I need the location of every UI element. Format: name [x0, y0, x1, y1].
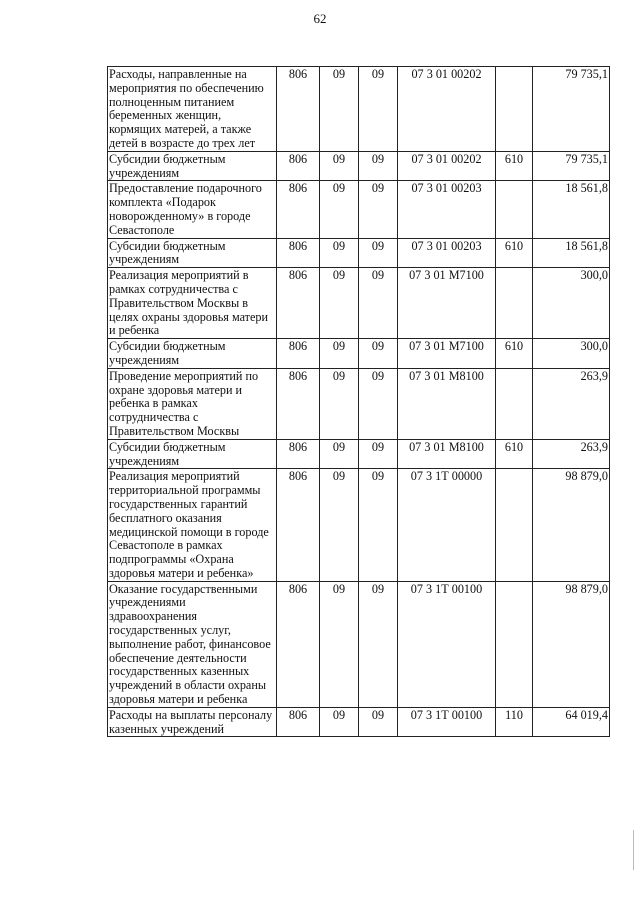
cell-section: 09 — [320, 439, 359, 469]
cell-admin-code: 806 — [277, 469, 320, 581]
cell-target-article: 07 3 01 М8100 — [398, 368, 496, 439]
cell-target-article: 07 3 01 00203 — [398, 238, 496, 268]
table-row — [108, 67, 610, 152]
cell-target-article: 07 3 01 М7100 — [398, 268, 496, 339]
cell-name: Субсидии бюджетным учреждениям — [108, 339, 277, 369]
table-row — [108, 707, 610, 737]
cell-subsection: 09 — [359, 181, 398, 238]
cell-target-article: 07 3 01 00202 — [398, 67, 496, 152]
cell-name: Расходы на выплаты персоналу казенных учреждений — [108, 707, 277, 737]
cell-expense-type: 610 — [496, 339, 533, 369]
cell-name: Оказание государственными учреждениями здравоохранения государственных услуг, выполнение работ, финансовое обеспечение деятельности государственных казенных учреждений в области охраны здоровья матери и ребенка — [108, 581, 277, 707]
cell-admin-code: 806 — [277, 368, 320, 439]
cell-target-article: 07 3 01 М7100 — [398, 339, 496, 369]
scan-edge-mark — [633, 830, 634, 870]
cell-admin-code: 806 — [277, 67, 320, 152]
cell-expense-type — [496, 469, 533, 581]
cell-subsection: 09 — [359, 368, 398, 439]
cell-section: 09 — [320, 707, 359, 737]
table-body — [108, 67, 610, 737]
table-row — [108, 439, 610, 469]
cell-subsection: 09 — [359, 469, 398, 581]
cell-expense-type: 610 — [496, 439, 533, 469]
cell-section: 09 — [320, 469, 359, 581]
cell-amount: 79 735,1 — [533, 67, 610, 152]
cell-name: Реализация мероприятий территориальной программы государственных гарантий бесплатного оказания медицинской помощи в городе Севастополе в рамках подпрограммы «Охрана здоровья матери и ребенка» — [108, 469, 277, 581]
page-number: 62 — [313, 11, 327, 26]
cell-name: Субсидии бюджетным учреждениям — [108, 151, 277, 181]
cell-admin-code: 806 — [277, 268, 320, 339]
cell-amount: 263,9 — [533, 439, 610, 469]
cell-target-article: 07 3 01 00203 — [398, 181, 496, 238]
cell-admin-code: 806 — [277, 151, 320, 181]
cell-expense-type — [496, 67, 533, 152]
table-row — [108, 339, 610, 369]
cell-subsection: 09 — [359, 439, 398, 469]
cell-subsection: 09 — [359, 581, 398, 707]
cell-section: 09 — [320, 181, 359, 238]
cell-section: 09 — [320, 151, 359, 181]
cell-expense-type — [496, 268, 533, 339]
cell-name: Предоставление подарочного комплекта «Подарок новорожденному» в городе Севастополе — [108, 181, 277, 238]
cell-target-article: 07 3 01 М8100 — [398, 439, 496, 469]
cell-expense-type: 110 — [496, 707, 533, 737]
cell-section: 09 — [320, 238, 359, 268]
cell-target-article: 07 3 01 00202 — [398, 151, 496, 181]
cell-target-article: 07 3 1Т 00000 — [398, 469, 496, 581]
cell-admin-code: 806 — [277, 238, 320, 268]
cell-amount: 263,9 — [533, 368, 610, 439]
cell-amount: 300,0 — [533, 268, 610, 339]
cell-amount: 98 879,0 — [533, 469, 610, 581]
cell-name: Субсидии бюджетным учреждениям — [108, 439, 277, 469]
cell-amount: 18 561,8 — [533, 181, 610, 238]
cell-name: Расходы, направленные на мероприятия по обеспечению полноценным питанием беременных женщин, кормящих матерей, а также детей в возрасте до трех лет — [108, 67, 277, 152]
cell-expense-type — [496, 181, 533, 238]
cell-admin-code: 806 — [277, 581, 320, 707]
cell-amount: 98 879,0 — [533, 581, 610, 707]
budget-table — [107, 66, 610, 737]
cell-admin-code: 806 — [277, 181, 320, 238]
table-row — [108, 368, 610, 439]
table-row — [108, 581, 610, 707]
cell-admin-code: 806 — [277, 707, 320, 737]
cell-subsection: 09 — [359, 707, 398, 737]
table-row — [108, 181, 610, 238]
table-row — [108, 151, 610, 181]
cell-section: 09 — [320, 268, 359, 339]
cell-subsection: 09 — [359, 67, 398, 152]
cell-subsection: 09 — [359, 238, 398, 268]
cell-section: 09 — [320, 581, 359, 707]
cell-expense-type: 610 — [496, 151, 533, 181]
cell-name: Реализация мероприятий в рамках сотрудничества с Правительством Москвы в целях охраны здоровья матери и ребенка — [108, 268, 277, 339]
cell-expense-type — [496, 368, 533, 439]
cell-amount: 79 735,1 — [533, 151, 610, 181]
cell-admin-code: 806 — [277, 339, 320, 369]
cell-amount: 300,0 — [533, 339, 610, 369]
cell-amount: 18 561,8 — [533, 238, 610, 268]
cell-target-article: 07 3 1Т 00100 — [398, 707, 496, 737]
cell-amount: 64 019,4 — [533, 707, 610, 737]
cell-admin-code: 806 — [277, 439, 320, 469]
table-row — [108, 469, 610, 581]
table-row — [108, 268, 610, 339]
cell-name: Проведение мероприятий по охране здоровья матери и ребенка в рамках сотрудничества с Правительством Москвы — [108, 368, 277, 439]
cell-subsection: 09 — [359, 151, 398, 181]
table-row — [108, 238, 610, 268]
cell-section: 09 — [320, 368, 359, 439]
cell-section: 09 — [320, 67, 359, 152]
cell-name: Субсидии бюджетным учреждениям — [108, 238, 277, 268]
cell-subsection: 09 — [359, 268, 398, 339]
cell-section: 09 — [320, 339, 359, 369]
cell-expense-type: 610 — [496, 238, 533, 268]
cell-expense-type — [496, 581, 533, 707]
cell-subsection: 09 — [359, 339, 398, 369]
cell-target-article: 07 3 1Т 00100 — [398, 581, 496, 707]
